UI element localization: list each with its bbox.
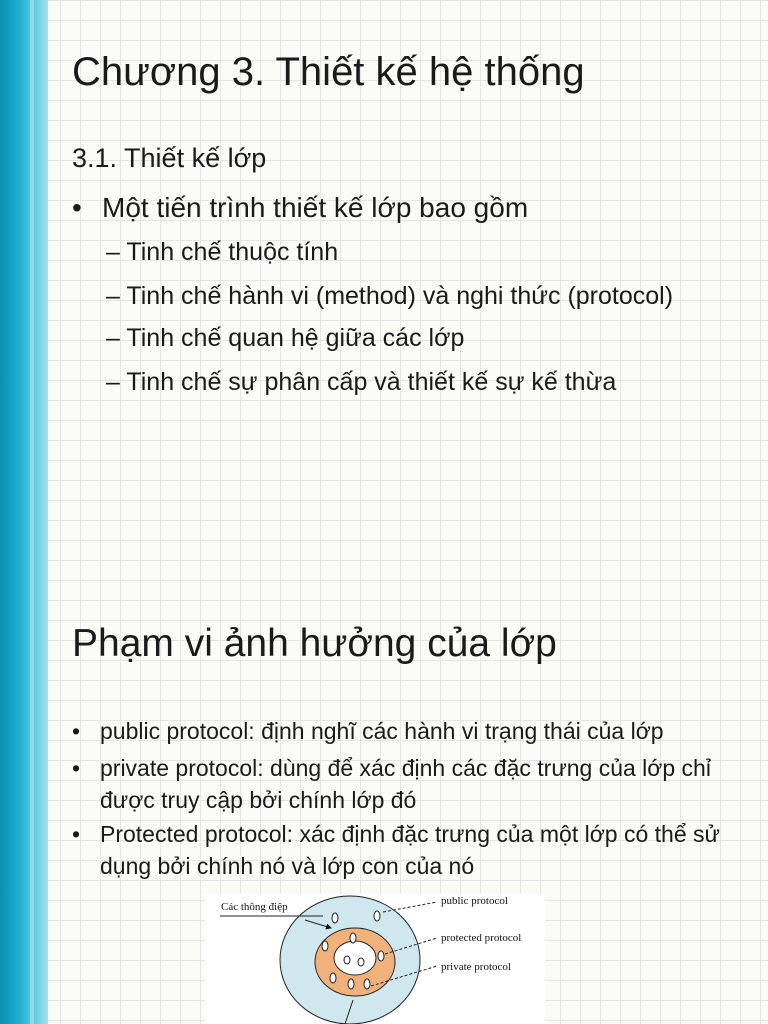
method-marker — [374, 911, 380, 921]
method-marker — [348, 979, 354, 989]
bullet-marker: • — [72, 718, 81, 744]
slide-2 — [0, 576, 768, 1024]
subitem — [106, 324, 464, 353]
slide-1-subtitle: 3.1. Thiết kế lớp — [72, 143, 267, 173]
bullet-text: Protected protocol: xác định đặc trưng của một lớp có thể sử dụng bởi chính nó và lớp con của nó — [100, 821, 720, 879]
dash-marker: – — [106, 238, 120, 266]
bullet-text: public protocol: định nghĩ các hành vi trạng thái của lớp — [100, 718, 664, 744]
slide-2-bullet — [72, 715, 752, 747]
sidebar-accent — [0, 576, 48, 1024]
method-marker — [350, 933, 356, 943]
slide-1-bullet-text: Một tiến trình thiết kế lớp bao gồm — [102, 192, 529, 223]
subitem-text: Tinh chế quan hệ giữa các lớp — [126, 324, 465, 352]
slide-2-title: Phạm vi ảnh hưởng của lớp — [72, 622, 557, 665]
method-marker — [344, 956, 350, 964]
public-protocol-label: public protocol — [441, 895, 508, 907]
method-marker — [330, 973, 336, 983]
subitem — [106, 238, 338, 267]
protected-protocol-label: protected protocol — [441, 932, 522, 944]
slide-2-bullet — [72, 752, 752, 816]
subitem-text: Tinh chế thuộc tính — [126, 238, 339, 266]
method-marker — [364, 979, 370, 989]
dash-marker: – — [106, 324, 120, 352]
subitem — [106, 368, 616, 397]
bullet-marker: • — [72, 192, 82, 223]
bullet-text: private protocol: dùng để xác định các đặc trưng của lớp chỉ được truy cập bởi chính lớp đó — [100, 755, 711, 813]
method-marker — [378, 951, 384, 961]
sidebar-accent — [0, 0, 48, 576]
bullet-marker: • — [72, 821, 81, 847]
dash-marker: – — [106, 368, 120, 396]
method-marker — [358, 958, 364, 966]
subitem-text: Tinh chế hành vi (method) và nghi thức (protocol) — [126, 282, 674, 310]
dash-marker: – — [106, 282, 120, 310]
messages-label: Các thông điệp — [221, 901, 288, 913]
protocol-diagram — [205, 894, 545, 1024]
method-marker — [332, 913, 338, 923]
subitem-text: Tinh chế sự phân cấp và thiết kế sự kế thừa — [126, 368, 617, 396]
private-protocol-label: private protocol — [441, 961, 511, 973]
private-core — [334, 941, 376, 975]
slide-1-bullet — [72, 192, 528, 224]
slide-2-bullet — [72, 818, 752, 882]
slide-1-title: Chương 3. Thiết kế hệ thống — [72, 50, 585, 94]
bullet-marker: • — [72, 755, 81, 781]
method-marker — [322, 941, 328, 951]
subitem — [106, 282, 673, 311]
